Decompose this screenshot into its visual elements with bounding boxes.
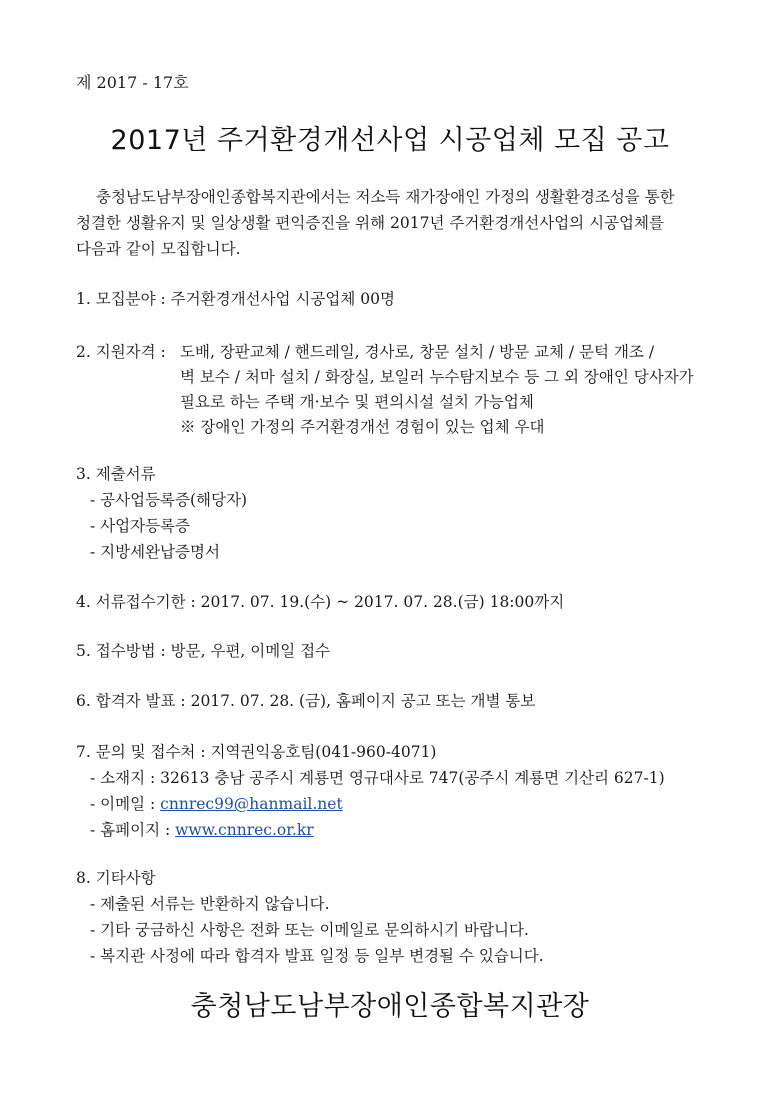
contact-heading: 7. 문의 및 접수처 : 지역권익옹호팀(041-960-4071) (76, 743, 437, 761)
homepage-link[interactable]: www.cnnrec.or.kr (175, 821, 314, 839)
qualification-note: ※ 장애인 가정의 주거환경개선 경험이 있는 업체 우대 (180, 418, 545, 436)
qualification-line: 필요로 하는 주택 개·보수 및 편의시설 설치 가능업체 (180, 393, 534, 411)
section-announcement: 6. 합격자 발표 : 2017. 07. 28. (금), 홈페이지 공고 또는 개별 통보 (76, 692, 536, 710)
list-item: - 지방세완납증명서 (90, 543, 220, 561)
misc-heading: 8. 기타사항 (76, 869, 156, 887)
page-title: 2017년 주거환경개선사업 시공업체 모집 공고 (110, 125, 670, 156)
documents-heading: 3. 제출서류 (76, 465, 156, 483)
contact-address: - 소재지 : 32613 충남 공주시 계룡면 영규대사로 747(공주시 계룡면 기산리 627-1) (90, 769, 665, 787)
email-label: - 이메일 : (90, 795, 156, 813)
list-item: - 공사업등록증(해당자) (90, 491, 248, 509)
contact-email-row (90, 792, 343, 816)
list-item: - 제출된 서류는 반환하지 않습니다. (90, 895, 330, 913)
list-item: - 기타 궁금하신 사항은 전화 또는 이메일로 문의하시기 바랍니다. (90, 921, 529, 939)
list-item: - 복지관 사정에 따라 합격자 발표 일정 등 일부 변경될 수 있습니다. (90, 947, 544, 965)
qualification-heading: 2. 지원자격 : (76, 343, 166, 361)
homepage-label: - 홈페이지 : (90, 821, 171, 839)
qualification-line: 도배, 장판교체 / 핸드레일, 경사로, 창문 설치 / 방문 교체 / 문턱 개조 / (180, 343, 655, 361)
section-recruit-field: 1. 모집분야 : 주거환경개선사업 시공업체 00명 (76, 290, 395, 308)
intro-line: 다음과 같이 모집합니다. (76, 240, 241, 258)
section-method: 5. 접수방법 : 방문, 우편, 이메일 접수 (76, 642, 331, 660)
intro-line: 청결한 생활유지 및 일상생활 편익증진을 위해 2017년 주거환경개선사업의 시공업체를 (76, 214, 664, 232)
list-item: - 사업자등록증 (90, 517, 191, 535)
contact-homepage-row (90, 818, 314, 842)
section-deadline: 4. 서류접수기한 : 2017. 07. 19.(수) ~ 2017. 07. 28.(금) 18:00까지 (76, 593, 565, 611)
qualification-line: 벽 보수 / 처마 설치 / 화장실, 보일러 누수탐지보수 등 그 외 장애인 당사자가 (180, 368, 694, 386)
intro-line: 충청남도남부장애인종합복지관에서는 저소득 재가장애인 가정의 생활환경조성을 통한 (96, 188, 675, 206)
email-link[interactable]: cnnrec99@hanmail.net (160, 795, 343, 813)
organization-signature: 충청남도남부장애인종합복지관장 (190, 991, 590, 1022)
document-number: 제 2017 - 17호 (76, 73, 189, 92)
